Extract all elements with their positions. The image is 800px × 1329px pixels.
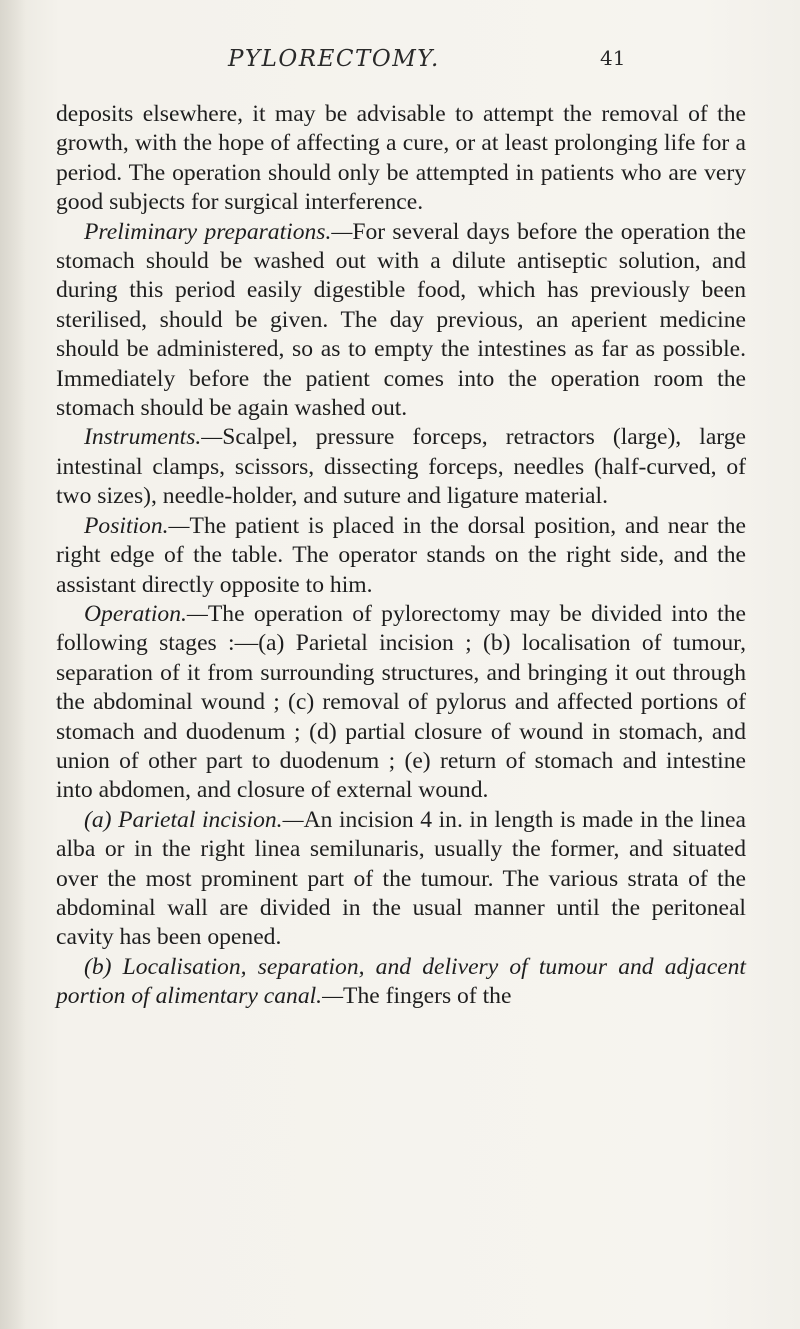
paragraph-preliminary-preparations	[56, 218, 746, 424]
page-header	[0, 40, 800, 80]
paragraph-heading: Preliminary preparations.—	[84, 218, 353, 245]
paragraph-text: An incision 4 in. in length is made in the linea alba or in the right linea semilunaris, usually the former, and situated over the most prominent part of the tumour. The various strata of the abdominal wall are divided in the usual manner until the peritoneal cavity has been opened.	[56, 806, 746, 951]
paragraph-localisation	[56, 953, 746, 1012]
paragraph-text: For several days before the operation the stomach should be washed out with a dilute antiseptic solution, and during this period easily digestible food, which has previously been sterilised, should be given. The day previous, an aperient medicine should be administered, so as to empty the intestines as far as possible. Immediately before the patient comes into the operation room the stomach should be again washed out.	[56, 218, 747, 422]
paragraph-heading: Operation.—	[84, 600, 208, 627]
paragraph-continuation	[56, 100, 746, 218]
paragraph-instruments	[56, 423, 746, 511]
paragraph-parietal-incision	[56, 806, 746, 953]
running-head: PYLORECTOMY.	[228, 46, 440, 72]
page-number: 41	[600, 46, 626, 70]
body-text	[56, 100, 746, 1012]
paragraph-position	[56, 512, 746, 600]
paragraph-heading: (b) Localisation, separation, and delivery of tumour and adjacent portion of alimentary canal.—	[56, 953, 746, 1010]
paragraph-text: The fingers of the	[343, 983, 512, 1010]
paragraph-text: The operation of pylorectomy may be divided into the following stages :—(a) Parietal incision ; (b) localisation of tumour, separation of it from surrounding structures, and bringing it out through the abdominal wound ; (c) removal of pylorus and affected portions of stomach and duodenum ; (d) partial closure of wound in stomach, and union of other part to duodenum ; (e) return of stomach and intestine into abdomen, and closure of external wound.	[56, 600, 746, 804]
paragraph-text: deposits elsewhere, it may be advisable to attempt the removal of the growth, with the hope of affecting a cure, or at least prolonging life for a period. The operation should only be attempted in patients who are very good subjects for surgical interference.	[56, 101, 746, 216]
paragraph-heading: Position.—	[84, 512, 190, 539]
paragraph-text: Scalpel, pressure forceps, retractors (large), large intestinal clamps, scissors, dissecting forceps, needles (half-curved, of two sizes), needle-holder, and suture and ligature material.	[56, 424, 746, 510]
page-gutter-shadow	[0, 0, 26, 1329]
paragraph-operation	[56, 600, 746, 806]
paragraph-text: The patient is placed in the dorsal position, and near the right edge of the table. The operator stands on the right side, and the assistant directly opposite to him.	[56, 512, 746, 598]
paragraph-heading: Instruments.—	[84, 424, 223, 451]
paragraph-heading: (a) Parietal incision.—	[84, 806, 304, 833]
